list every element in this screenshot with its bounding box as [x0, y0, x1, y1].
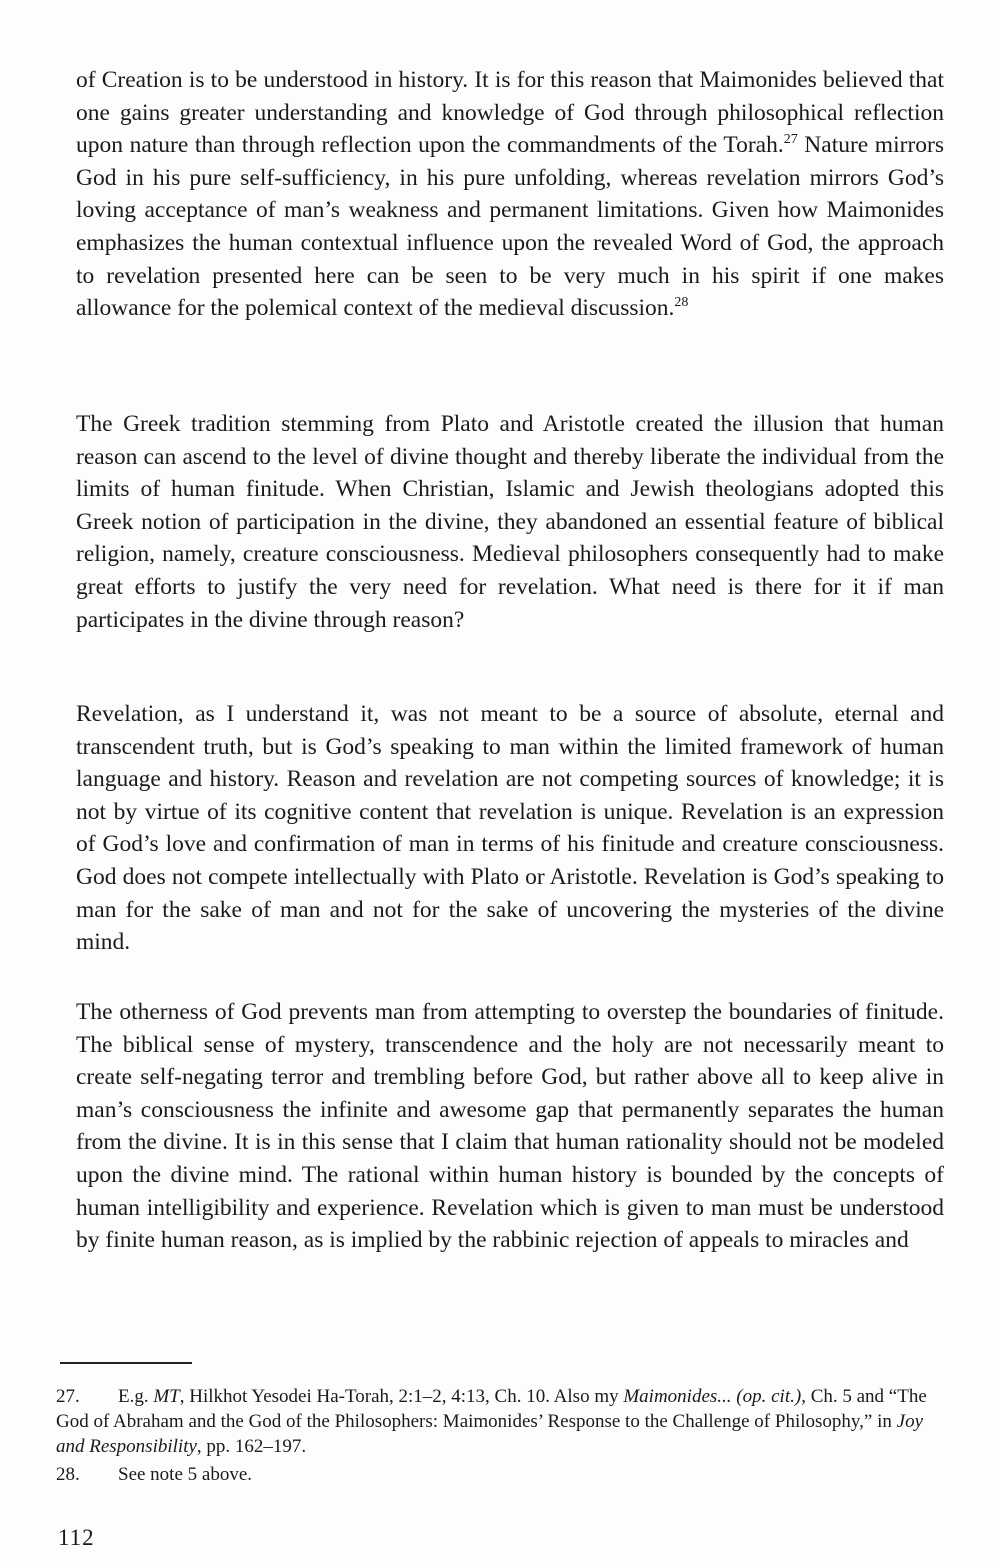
paragraph-1 — [76, 64, 944, 325]
footnote-27-text-1: E.g. — [118, 1386, 154, 1407]
footnote-28 — [56, 1462, 932, 1487]
footnote-27-italic-2: Maimonides... (op. cit.) — [623, 1386, 802, 1407]
footnote-27-italic-3: Joy and Responsibility — [56, 1411, 924, 1457]
footnote-27 — [56, 1384, 932, 1459]
footnote-27-text-4: , pp. 162–197. — [196, 1436, 307, 1457]
footnote-divider — [60, 1362, 192, 1364]
paragraph-4: The otherness of God prevents man from attempting to overstep the boundaries of finitude. The biblical sense of mystery, transcendence and the holy are not necessarily meant to create self-negating terror and trembling before God, but rather above all to keep alive in man’s consciousness the infinite and awesome gap that permanently separates the human from the divine. It is in this sense that I claim that human rationality should not be modeled upon the divine mind. The rational within human history is bounded by the concepts of human intelligibility and experience. Revelation which is given to man must be understood by finite human reason, as is implied by the rabbinic rejection of appeals to miracles and — [76, 999, 944, 1254]
paragraph-1-text-a: of Creation is to be understood in history. It is for this reason that Maimonides believed that one gains greater understanding and knowledge of God through philosophical reflection upon nature than through reflection upon the commandments of the Torah. — [76, 67, 944, 159]
footnote-ref-28: 28 — [674, 295, 689, 311]
page-number: 112 — [58, 1525, 95, 1550]
footnote-27-text-3: , Ch. 5 and “The God of Abraham and the God of the Philosophers: Maimonides’ Response to the Challenge of Philosophy,” in — [56, 1386, 927, 1432]
footnote-28-text: See note 5 above. — [118, 1464, 253, 1485]
paragraph-2: The Greek tradition stemming from Plato and Aristotle created the illusion that human reason can ascend to the level of divine thought and thereby liberate the individual from the limits of human finitude. When Christian, Islamic and Jewish theologians adopted this Greek notion of participation in the divine, they abandoned an essential feature of biblical religion, namely, creature consciousness. Medieval philosophers consequently had to make great efforts to justify the very need for revelation. What need is there for it if man participates in the divine through reason? — [76, 411, 944, 633]
footnote-27-text-2: , Hilkhot Yesodei Ha-Torah, 2:1–2, 4:13, Ch. 10. Also my — [179, 1386, 624, 1407]
paragraph-1-text-b: Nature mirrors God in his pure self-sufficiency, in his pure unfolding, whereas revelation mirrors God’s loving acceptance of man’s weakness and permanent limitations. Given how Maimonides emphasizes the human contextual influence upon the revealed Word of God, the approach to revelation presented here can be seen to be very much in his spirit if one makes allowance for the polemical context of the medieval discussion. — [76, 132, 944, 322]
footnote-28-number: 28. — [56, 1464, 80, 1485]
footnote-27-number: 27. — [56, 1386, 80, 1407]
paragraph-3: Revelation, as I understand it, was not meant to be a source of absolute, eternal and transcendent truth, but is God’s speaking to man within the limited framework of human language and history. Reason and revelation are not competing sources of knowledge; it is not by virtue of its cognitive content that revelation is unique. Revelation is an expression of God’s love and confirmation of man in terms of his finitude and creature consciousness. God does not compete intellectually with Plato or Aristotle. Revelation is God’s speaking to man for the sake of man and not for the sake of uncovering the mysteries of the divine mind. — [76, 701, 944, 956]
footnote-27-italic-1: MT — [153, 1386, 180, 1407]
footnote-ref-27: 27 — [783, 132, 798, 148]
